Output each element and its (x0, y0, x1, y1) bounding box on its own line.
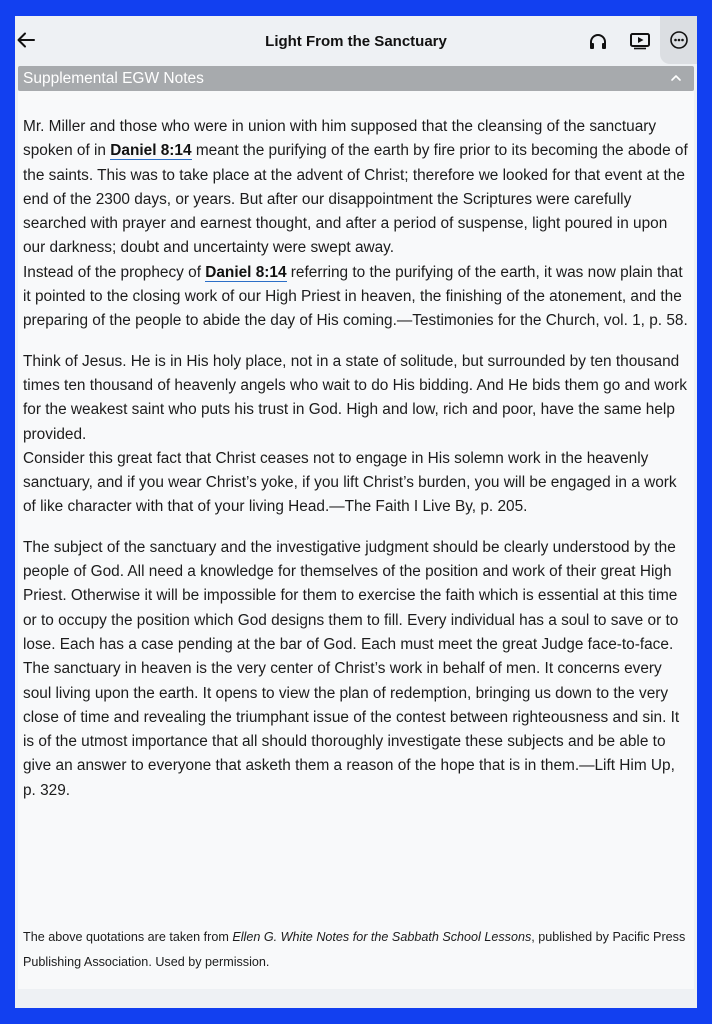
video-button[interactable] (628, 30, 652, 52)
paragraph-text: meant the purifying of the earth by fire prior to its becoming the abode of the saints. This was to take place at the advent of Christ; therefore we looked for that event at the end of the 2300 days, or years. But after our disappointment the Scriptures were carefully searched with prayer and earnest thought, and after a period of suspense, light poured in upon our darkness; doubt and uncertainty were swept away. (23, 142, 688, 257)
paragraph-gap (23, 520, 689, 536)
paragraph-text: Mr. Miller and those who were in union with him supposed that the cleansing of the sanctuary spoken of in (23, 118, 657, 160)
notes-text (23, 115, 689, 803)
page-title: Light From the Sanctuary (265, 33, 447, 50)
footnote-text: , published by Pacific Press Publishing Association. Used by permission. (23, 930, 686, 969)
footnote-text: The above quotations are taken from (23, 930, 233, 944)
paragraph-3: Think of Jesus. He is in His holy place, not in a state of solitude, but surrounded by ten thousand times ten thousand of heavenly angels who wait to do His bidding. And He bids them go and work for the weakest saint who puts his trust in God. High and low, rich and poor, have the same help provided. (23, 352, 687, 443)
audio-button[interactable] (586, 30, 610, 52)
notes-content (18, 91, 694, 989)
section-title: Supplemental EGW Notes (23, 70, 204, 87)
paragraph-text: referring to the purifying of the earth, it was now plain that it pointed to the closing work of our High Priest in heaven, the finishing of the atonement, and the preparing of the people to abide the day of His coming.—Testimonies for the Church, vol. 1, p. 58. (23, 263, 688, 330)
paragraph-6: The sanctuary in heaven is the very center of Christ’s work in behalf of men. It concerns every soul living upon the earth. It opens to view the plan of redemption, bringing us down to the very close of time and revealing the triumphant issue of the contest between righteousness and sin. It is of the utmost importance that all should thoroughly investigate these subjects and be able to give an answer to everyone that asketh them a reason of the hope that is in them.—Lift Him Up, p. 329. (23, 660, 680, 799)
paragraph-gap (23, 334, 689, 350)
footnote-book-title: Ellen G. White Notes for the Sabbath School Lessons (232, 930, 532, 944)
paragraph-5: The subject of the sanctuary and the investigative judgment should be clearly understood by the people of God. All need a knowledge for themselves of the position and work of their great High Priest. Otherwise it will be impossible for them to exercise the faith which is essential at this time or to occupy the position which God designs them to fill. Every individual has a soul to save or to lose. Each has a case pending at the bar of God. Each must meet the great Judge face-to-face. (23, 538, 679, 653)
paragraph-2 (23, 261, 689, 334)
scripture-link[interactable]: Daniel 8:14 (110, 142, 192, 160)
chevron-up-icon[interactable] (670, 72, 682, 84)
paragraph-1 (23, 115, 689, 261)
scripture-link[interactable]: Daniel 8:14 (205, 263, 287, 281)
source-footnote (23, 925, 689, 975)
more-options-button[interactable] (660, 16, 697, 64)
paragraph-text: Instead of the prophecy of (23, 263, 206, 281)
play-video-icon (629, 32, 651, 50)
headphones-icon (588, 32, 608, 50)
top-bar (15, 16, 697, 66)
paragraph-4: Consider this great fact that Christ ceases not to engage in His solemn work in the heavenly sanctuary, and if you wear Christ’s yoke, if you lift Christ’s burden, you will be engaged in a work of like character with that of your living Head.—The Faith I Live By, p. 205. (23, 449, 677, 516)
more-options-icon (669, 30, 689, 50)
app-window (15, 16, 697, 1008)
section-header[interactable] (18, 66, 694, 91)
